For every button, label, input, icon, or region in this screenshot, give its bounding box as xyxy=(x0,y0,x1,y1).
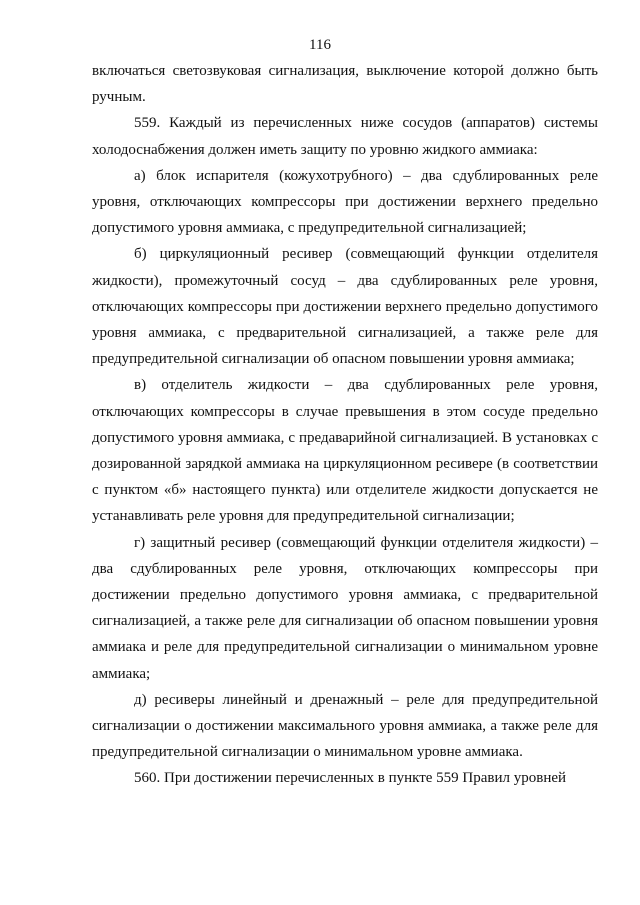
paragraph-559: 559. Каждый из перечисленных ниже сосудов (аппаратов) системы холодоснабжения должен иметь защиту по уровню жидкого аммиака: xyxy=(92,115,598,158)
document-body xyxy=(92,58,598,792)
paragraph-559-g: г) защитный ресивер (совмещающий функции отделителя жидкости) – два сдублированных реле уровня, отключающих компрессоры при достижении предельно допустимого уровня аммиака, с предварительной сигнализацией, а также реле для сигнализации об опасном повышении уровня аммиака и реле для предупредительной сигнализации о минимальном уровне аммиака; xyxy=(92,534,598,682)
paragraph-559-b: б) циркуляционный ресивер (совмещающий функции отделителя жидкости), промежуточный сосуд – два сдублированных реле уровня, отключающих компрессоры при достижении верхнего предельно допустимого уровня аммиака, с предварительной сигнализацией, а также реле для предупредительной сигнализации об опасном повышении уровня аммиака; xyxy=(92,246,598,368)
paragraph-continuation: включаться светозвуковая сигнализация, выключение которой должно быть ручным. xyxy=(92,63,598,106)
paragraph-559-d: д) ресиверы линейный и дренажный – реле для предупредительной сигнализации о достижении максимального уровня аммиака, а также реле для предупредительной сигнализации о минимальном уровне аммиака. xyxy=(92,691,598,761)
paragraph-560: 560. При достижении перечисленных в пункте 559 Правил уровней xyxy=(134,770,567,787)
page-number: 116 xyxy=(309,37,331,53)
paragraph-559-a: а) блок испарителя (кожухотрубного) – два сдублированных реле уровня, отключающих компрессоры при достижении верхнего предельно допустимого уровня аммиака, с предупредительной сигнализацией; xyxy=(92,167,598,237)
paragraph-559-v: в) отделитель жидкости – два сдублированных реле уровня, отключающих компрессоры в случае превышения в этом сосуде предельно допустимого уровня аммиака, с предаварийной сигнализацией. В установках с дозированной зарядкой аммиака на циркуляционном ресивере (в соответствии с пунктом «б» настоящего пункта) или отделителе жидкости допускается не устанавливать реле уровня для предупредительной сигнализации; xyxy=(92,377,598,525)
